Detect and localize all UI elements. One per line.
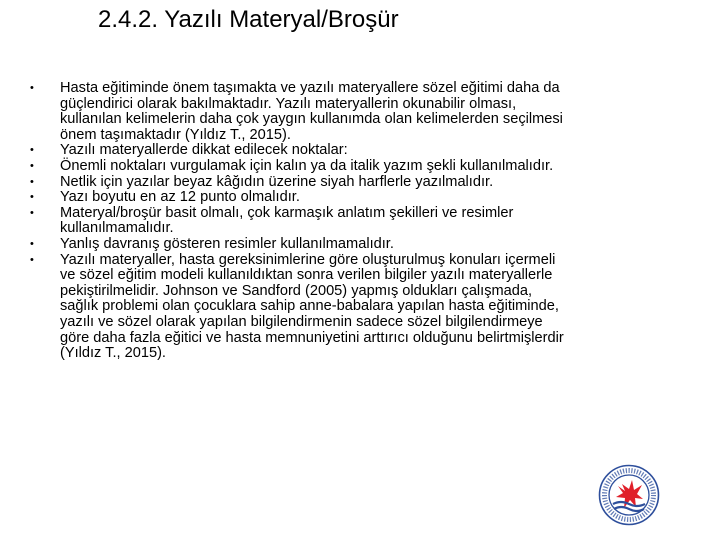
list-item [30, 190, 565, 206]
university-seal-icon [598, 464, 660, 526]
bullet-dot: • [30, 144, 34, 157]
bullet-text: Yazı boyutu en az 12 punto olmalıdır. [60, 189, 300, 206]
list-item [30, 253, 565, 362]
bullet-dot: • [30, 237, 34, 250]
university-seal-graphic [598, 464, 660, 526]
list-item [30, 206, 565, 237]
bullet-dot: • [30, 206, 34, 219]
list-item [30, 81, 565, 143]
bullet-text: Netlik için yazılar beyaz kâğıdın üzerine siyah harflerle yazılmalıdır. [60, 173, 494, 190]
list-item [30, 237, 565, 253]
bullet-text: Hasta eğitiminde önem taşımakta ve yazılı materyallere sözel eğitimi daha da güçlendirici olarak bakılmaktadır. Yazılı materyallerin okunabilir olması, kullanılan kelimelerin daha çok yaygın kullanımda olan kelimelerden seçilmesi önem taşımaktadır (Yıldız T., 2015). [60, 80, 563, 143]
bullet-dot: • [30, 191, 34, 204]
slide-title: 2.4.2. Yazılı Materyal/Broşür [98, 6, 399, 33]
bullet-list [30, 81, 565, 362]
bullet-text: Yanlış davranış gösteren resimler kullanılmamalıdır. [60, 235, 394, 252]
bullet-text: Önemli noktaları vurgulamak için kalın ya da italik yazım şekli kullanılmalıdır. [60, 157, 554, 174]
bullet-dot: • [30, 253, 34, 266]
list-item [30, 143, 565, 159]
bullet-dot: • [30, 175, 34, 188]
bullet-dot: • [30, 82, 34, 94]
list-item [30, 175, 565, 191]
bullet-text: Materyal/broşür basit olmalı, çok karmaşık anlatım şekilleri ve resimler kullanılmamalıdır. [60, 204, 514, 237]
bullet-dot: • [30, 159, 34, 172]
list-item [30, 159, 565, 175]
bullet-text: Yazılı materyaller, hasta gereksinimlerine göre oluşturulmuş konuları içermeli ve sözel eğitim modeli kullanıldıktan sonra verilen bilgiler yazılı materyallerle pekiştirilmelidir. Johnson ve Sandford (2005) yapmış oldukları çalışmada, sağlık problemi olan çocuklara sahip anne-babalara yapılan hasta eğitiminde, yazılı ve sözel olarak yapılan bilgilendirmenin sadece sözel bilgilendirmeye göre daha fazla eğitici ve hasta memnuniyetini arttırıcı olduğunu belirtmişlerdir (Yıldız T., 2015). [60, 251, 564, 362]
bullet-text: Yazılı materyallerde dikkat edilecek noktalar: [60, 142, 348, 159]
